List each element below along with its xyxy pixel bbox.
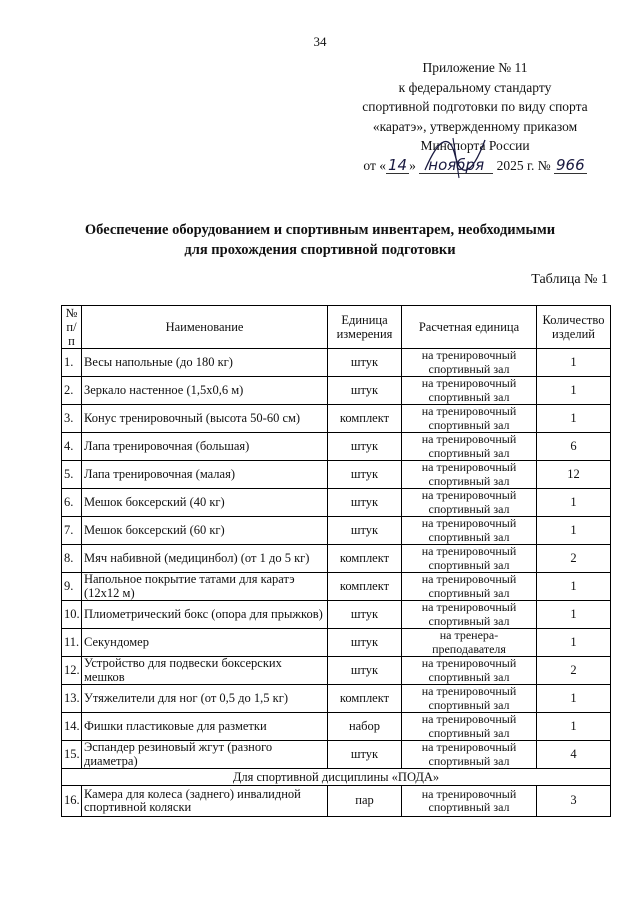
section-row xyxy=(62,769,611,786)
order-month: ноября xyxy=(419,157,493,174)
table-row: 6. Мешок боксерский (40 кг) штук на тренировочный спортивный зал 1 xyxy=(62,489,611,517)
page-number: 34 xyxy=(313,34,327,49)
header-name: Наименование xyxy=(82,306,328,349)
order-number: 966 xyxy=(555,155,585,174)
table-header-row xyxy=(62,306,611,349)
table-row: 9. Напольное покрытие татами для каратэ (12х12 м) комплект на тренировочный спортивный зал 1 xyxy=(62,573,611,601)
table-row: 8. Мяч набивной (медицинбол) (от 1 до 5 кг) комплект на тренировочный спортивный зал 2 xyxy=(62,545,611,573)
appendix-ministry: Минспорта России xyxy=(420,138,530,153)
order-date-line: от « 14 » ноября 2025 г. № 966 xyxy=(363,155,585,174)
table-row: 4. Лапа тренировочная (большая) штук на тренировочный спортивный зал 6 xyxy=(62,433,611,461)
table-row: 7. Мешок боксерский (60 кг) штук на тренировочный спортивный зал 1 xyxy=(62,517,611,545)
equipment-table xyxy=(61,305,611,817)
header-calc: Расчетная единица xyxy=(402,306,537,349)
order-day: 14 xyxy=(387,155,408,174)
appendix-title: Приложение № 11 xyxy=(422,60,528,75)
table-row: 2. Зеркало настенное (1,5х0,6 м) штук на тренировочный спортивный зал 1 xyxy=(62,377,611,405)
table-label: Таблица № 1 xyxy=(531,272,608,287)
table-row: 15. Эспандер резиновый жгут (разного диаметра) штук на тренировочный спортивный зал 4 xyxy=(62,741,611,769)
table-row: 3. Конус тренировочный (высота 50-60 см) комплект на тренировочный спортивный зал 1 xyxy=(62,405,611,433)
appendix-line: к федеральному стандарту xyxy=(398,79,552,95)
header-num: № п/п xyxy=(62,306,82,349)
table-row: 5. Лапа тренировочная (малая) штук на тренировочный спортивный зал 12 xyxy=(62,461,611,489)
appendix-line: спортивной подготовки по виду спорта xyxy=(362,99,588,114)
table-row: 12. Устройство для подвески боксерских мешков штук на тренировочный спортивный зал 2 xyxy=(62,657,611,685)
table-row: 1. Весы напольные (до 180 кг) штук на тренировочный спортивный зал 1 xyxy=(62,349,611,377)
appendix-line: «каратэ», утвержденному приказом xyxy=(372,118,578,134)
table-row: 10. Плиометрический бокс (опора для прыжков) штук на тренировочный спортивный зал 1 xyxy=(62,601,611,629)
table-row: 14. Фишки пластиковые для разметки набор на тренировочный спортивный зал 1 xyxy=(62,713,611,741)
document-title: Обеспечение оборудованием и спортивным инвентарем, необходимыми для прохождения спортивной подготовки xyxy=(84,222,556,258)
section-label: Для спортивной дисциплины «ПОДА» xyxy=(62,769,611,786)
signature-icon xyxy=(415,130,495,182)
header-unit: Единица измерения xyxy=(328,306,402,349)
table-row: 16. Камера для колеса (заднего) инвалидной спортивной коляски пар на тренировочный спортивный зал 3 xyxy=(62,786,611,817)
table-row: 11. Секундомер штук на тренера-преподавателя 1 xyxy=(62,629,611,657)
table-row: 13. Утяжелители для ног (от 0,5 до 1,5 кг) комплект на тренировочный спортивный зал 1 xyxy=(62,685,611,713)
header-qty: Количество изделий xyxy=(537,306,611,349)
